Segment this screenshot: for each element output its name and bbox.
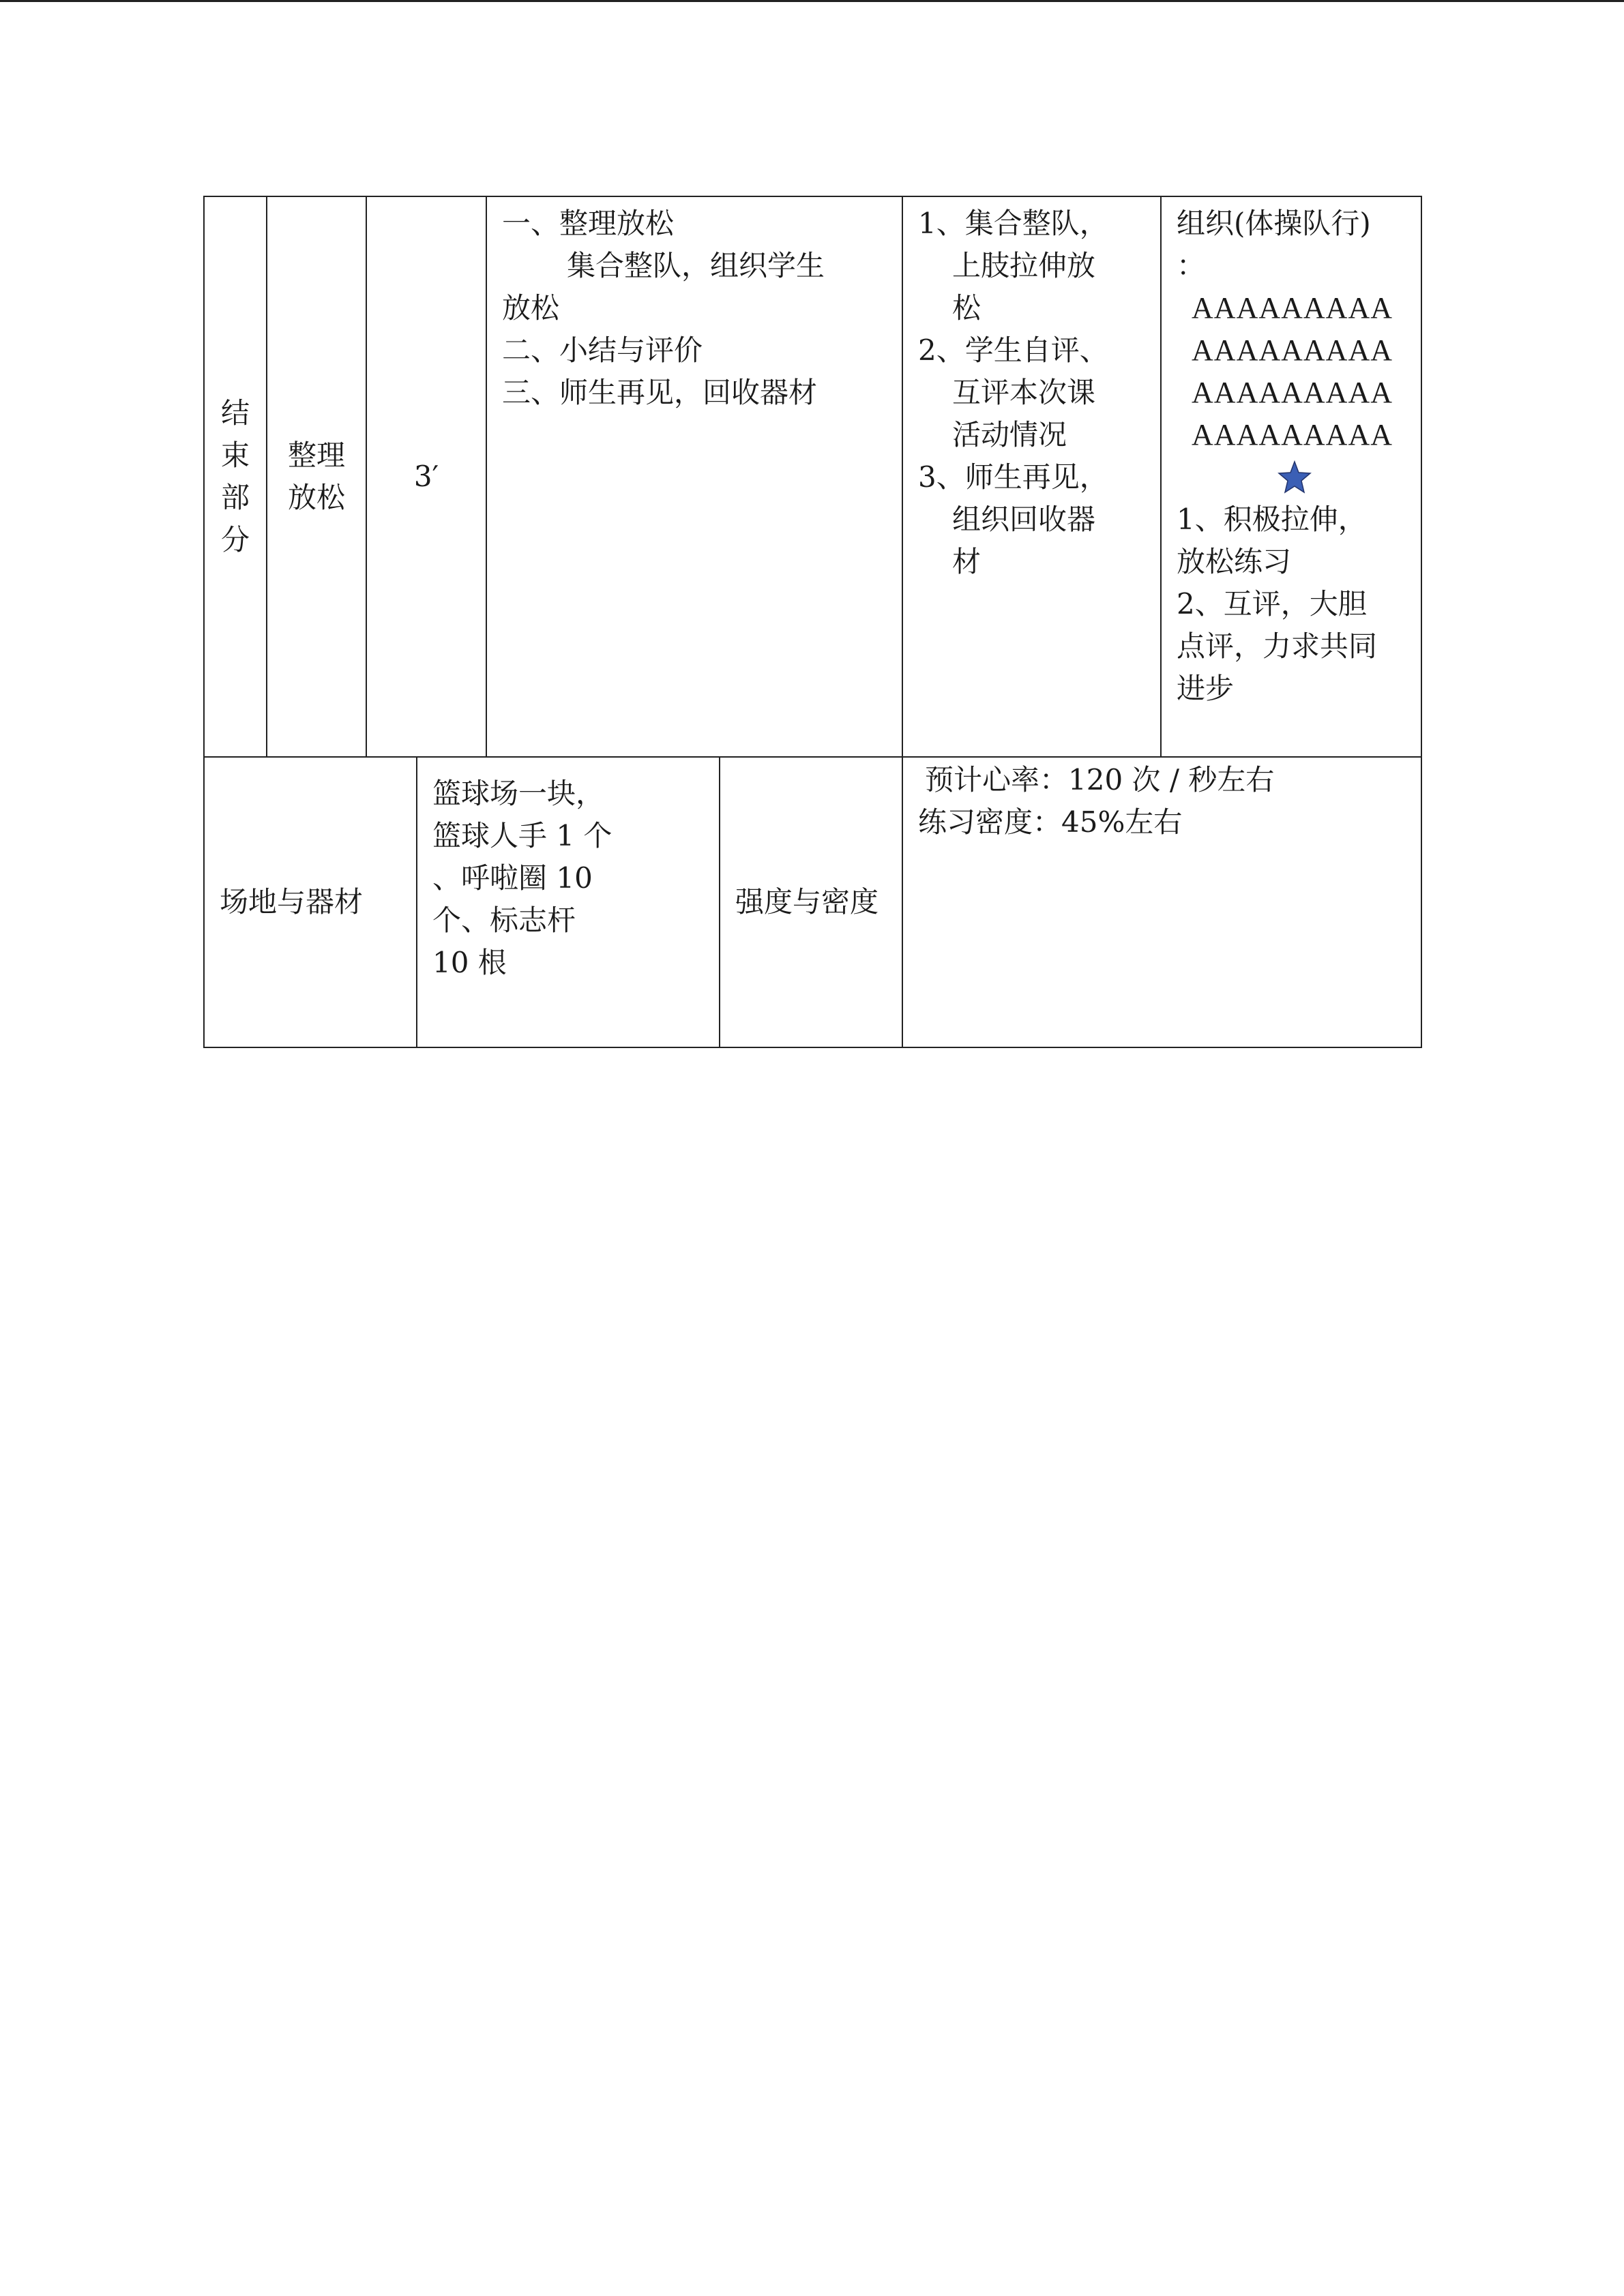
organization-note: 2、互评，大胆 — [1177, 587, 1367, 621]
content-line: 二、小结与评价 — [502, 333, 703, 367]
method-line: 2、学生自评、 — [918, 333, 1108, 367]
organization-colon: ： — [1177, 249, 1206, 282]
method-line: 1、集合整队， — [918, 207, 1108, 240]
heart-rate: 预计心率：120 次 / 秒左右 — [925, 763, 1275, 796]
teacher-position — [1177, 456, 1406, 498]
venue-label-cell — [204, 757, 417, 1047]
equipment-line: 、呼啦圈 10 — [432, 861, 593, 895]
equipment-line: 篮球人手 1 个 — [432, 819, 612, 852]
method-line: 松 — [952, 291, 981, 325]
formation-row: AAAAAAAAA — [1192, 333, 1393, 367]
venue-label: 场地与器材 — [220, 885, 364, 919]
content-line: 放松 — [502, 291, 560, 325]
equipment-line: 个、标志杆 — [432, 904, 576, 937]
method-line: 3、师生再见， — [918, 460, 1108, 494]
organization-title: 组织(体操队行) — [1177, 207, 1371, 240]
method-line: 活动情况 — [952, 418, 1067, 451]
page-top-rule — [0, 0, 1624, 2]
sub-label-line: 放松 — [287, 481, 345, 514]
section-label-char: 结 — [220, 396, 250, 430]
organization-note: 放松练习 — [1177, 545, 1292, 578]
intensity-label-cell — [720, 757, 902, 1047]
exercise-density: 练习密度：45%左右 — [918, 805, 1183, 839]
section-label-char: 束 — [220, 438, 250, 472]
intensity-label: 强度与密度 — [735, 885, 879, 919]
equipment-line: 篮球场一块， — [432, 777, 605, 810]
closing-section-row — [204, 196, 1421, 757]
method-line: 材 — [952, 545, 981, 578]
organization-cell — [1161, 196, 1421, 757]
section-label — [204, 196, 267, 757]
content-line: 集合整队，组织学生 — [567, 249, 825, 282]
equipment-line: 10 根 — [432, 946, 507, 979]
method-line: 组织回收器 — [952, 503, 1096, 536]
methods-cell — [902, 196, 1161, 757]
content-line: 三、师生再见，回收器材 — [502, 376, 818, 409]
formation-row: AAAAAAAAA — [1192, 291, 1393, 325]
organization-note: 1、积极拉伸， — [1177, 503, 1367, 536]
venue-intensity-row — [204, 757, 1421, 1047]
star-icon — [1278, 460, 1312, 494]
organization-note: 点评，力求共同 — [1177, 629, 1378, 663]
lesson-plan-table — [203, 196, 1422, 1048]
formation-row: AAAAAAAAA — [1192, 418, 1393, 451]
method-line: 互评本次课 — [952, 376, 1096, 409]
content-line: 一、整理放松 — [502, 207, 675, 240]
intensity-value-cell — [902, 757, 1421, 1047]
duration-value: 3′ — [413, 460, 439, 493]
sub-section-label — [267, 196, 366, 757]
sub-label-line: 整理 — [287, 438, 345, 472]
formation-row: AAAAAAAAA — [1192, 376, 1393, 409]
section-label-char: 部 — [220, 481, 250, 514]
equipment-cell — [417, 757, 720, 1047]
time-cell — [366, 196, 486, 757]
organization-note: 进步 — [1177, 672, 1235, 705]
method-line: 上肢拉伸放 — [952, 249, 1096, 282]
section-label-char: 分 — [220, 523, 250, 556]
content-cell — [486, 196, 902, 757]
